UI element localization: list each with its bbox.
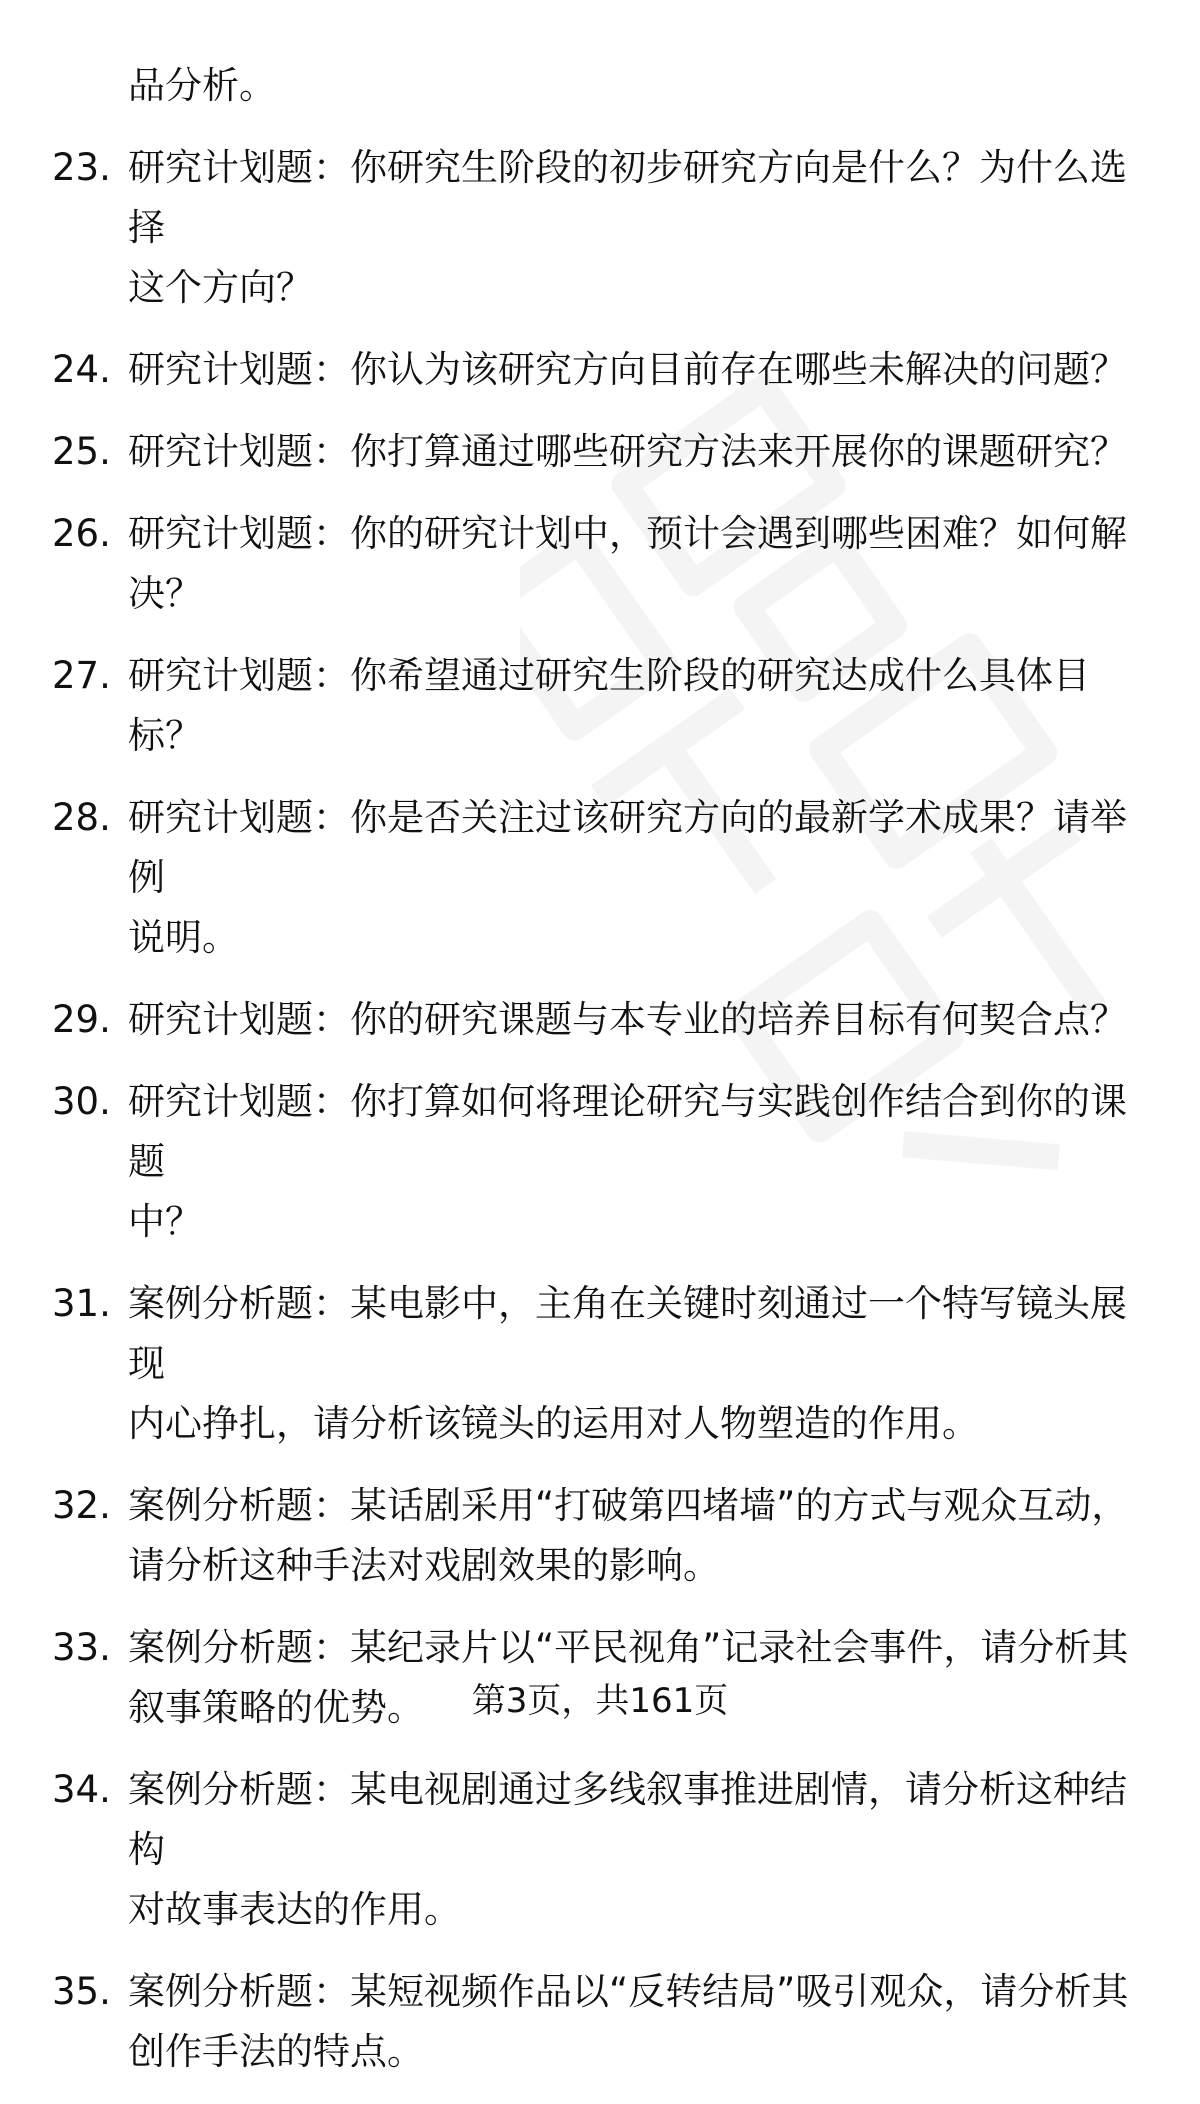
- question-text-line: 案例分析题：某话剧采用“打破第四堵墙”的方式与观众互动，: [128, 1484, 1129, 1527]
- question-text-line: 研究计划题：你打算通过哪些研究方法来开展你的课题研究？: [128, 430, 1127, 473]
- question-text-line: 创作手法的特点。: [128, 2030, 424, 2073]
- question-number: 33.: [52, 1626, 111, 1669]
- question-text-line: 案例分析题：某纪录片以“平民视角”记录社会事件，请分析其: [128, 1626, 1129, 1669]
- list-item: [52, 1962, 1152, 2082]
- question-text-line: 内心挣扎，请分析该镜头的运用对人物塑造的作用。: [128, 1402, 979, 1445]
- list-item: [52, 1476, 1152, 1596]
- question-text-line: 研究计划题：你的研究计划中，预计会遇到哪些困难？如何解: [128, 512, 1127, 555]
- list-item: [52, 1274, 1152, 1454]
- intro-continuation-text: 品分析。: [128, 64, 276, 107]
- question-text-line: 研究计划题：你的研究课题与本专业的培养目标有何契合点？: [128, 998, 1127, 1041]
- list-item: [52, 138, 1152, 318]
- question-number: 23.: [52, 146, 111, 189]
- list-item: [52, 646, 1152, 766]
- question-number: 26.: [52, 512, 111, 555]
- question-text-line: 研究计划题：你认为该研究方向目前存在哪些未解决的问题？: [128, 348, 1127, 391]
- question-text-line: 研究计划题：你打算如何将理论研究与实践创作结合到你的课题: [128, 1080, 1127, 1183]
- question-text-line: 研究计划题：你是否关注过该研究方向的最新学术成果？请举例: [128, 796, 1127, 899]
- list-item: [52, 504, 1152, 624]
- list-item: [52, 422, 1152, 482]
- list-item: [52, 1072, 1152, 1252]
- question-number: 34.: [52, 1768, 111, 1811]
- question-number: 29.: [52, 998, 111, 1041]
- list-item: [52, 990, 1152, 1050]
- question-text-line: 研究计划题：你研究生阶段的初步研究方向是什么？为什么选择: [128, 146, 1127, 249]
- question-text-line: 请分析这种手法对戏剧效果的影响。: [128, 1544, 720, 1587]
- question-text-line: 叙事策略的优势。: [128, 1686, 424, 1729]
- question-text-line: 案例分析题：某电影中，主角在关键时刻通过一个特写镜头展现: [128, 1282, 1127, 1385]
- page-number-footer: 第3页，共161页: [471, 1681, 729, 1721]
- question-list: [52, 138, 1152, 2104]
- question-text-line: 中？: [128, 1200, 202, 1243]
- question-number: 35.: [52, 1970, 111, 2013]
- list-item: [52, 340, 1152, 400]
- question-text-line: 研究计划题：你希望通过研究生阶段的研究达成什么具体目标？: [128, 654, 1090, 757]
- list-item: [52, 1760, 1152, 1940]
- list-item: [52, 788, 1152, 968]
- question-number: 27.: [52, 654, 111, 697]
- question-number: 32.: [52, 1484, 111, 1527]
- question-text-line: 这个方向？: [128, 266, 313, 309]
- question-text-line: 说明。: [128, 916, 239, 959]
- question-number: 30.: [52, 1080, 111, 1123]
- question-text-line: 案例分析题：某电视剧通过多线叙事推进剧情，请分析这种结构: [128, 1768, 1127, 1871]
- question-text-line: 决？: [128, 572, 202, 615]
- question-number: 24.: [52, 348, 111, 391]
- question-number: 31.: [52, 1282, 111, 1325]
- question-number: 28.: [52, 796, 111, 839]
- question-text-line: 对故事表达的作用。: [128, 1888, 461, 1931]
- question-text-line: 案例分析题：某短视频作品以“反转结局”吸引观众，请分析其: [128, 1970, 1129, 2013]
- question-number: 25.: [52, 430, 111, 473]
